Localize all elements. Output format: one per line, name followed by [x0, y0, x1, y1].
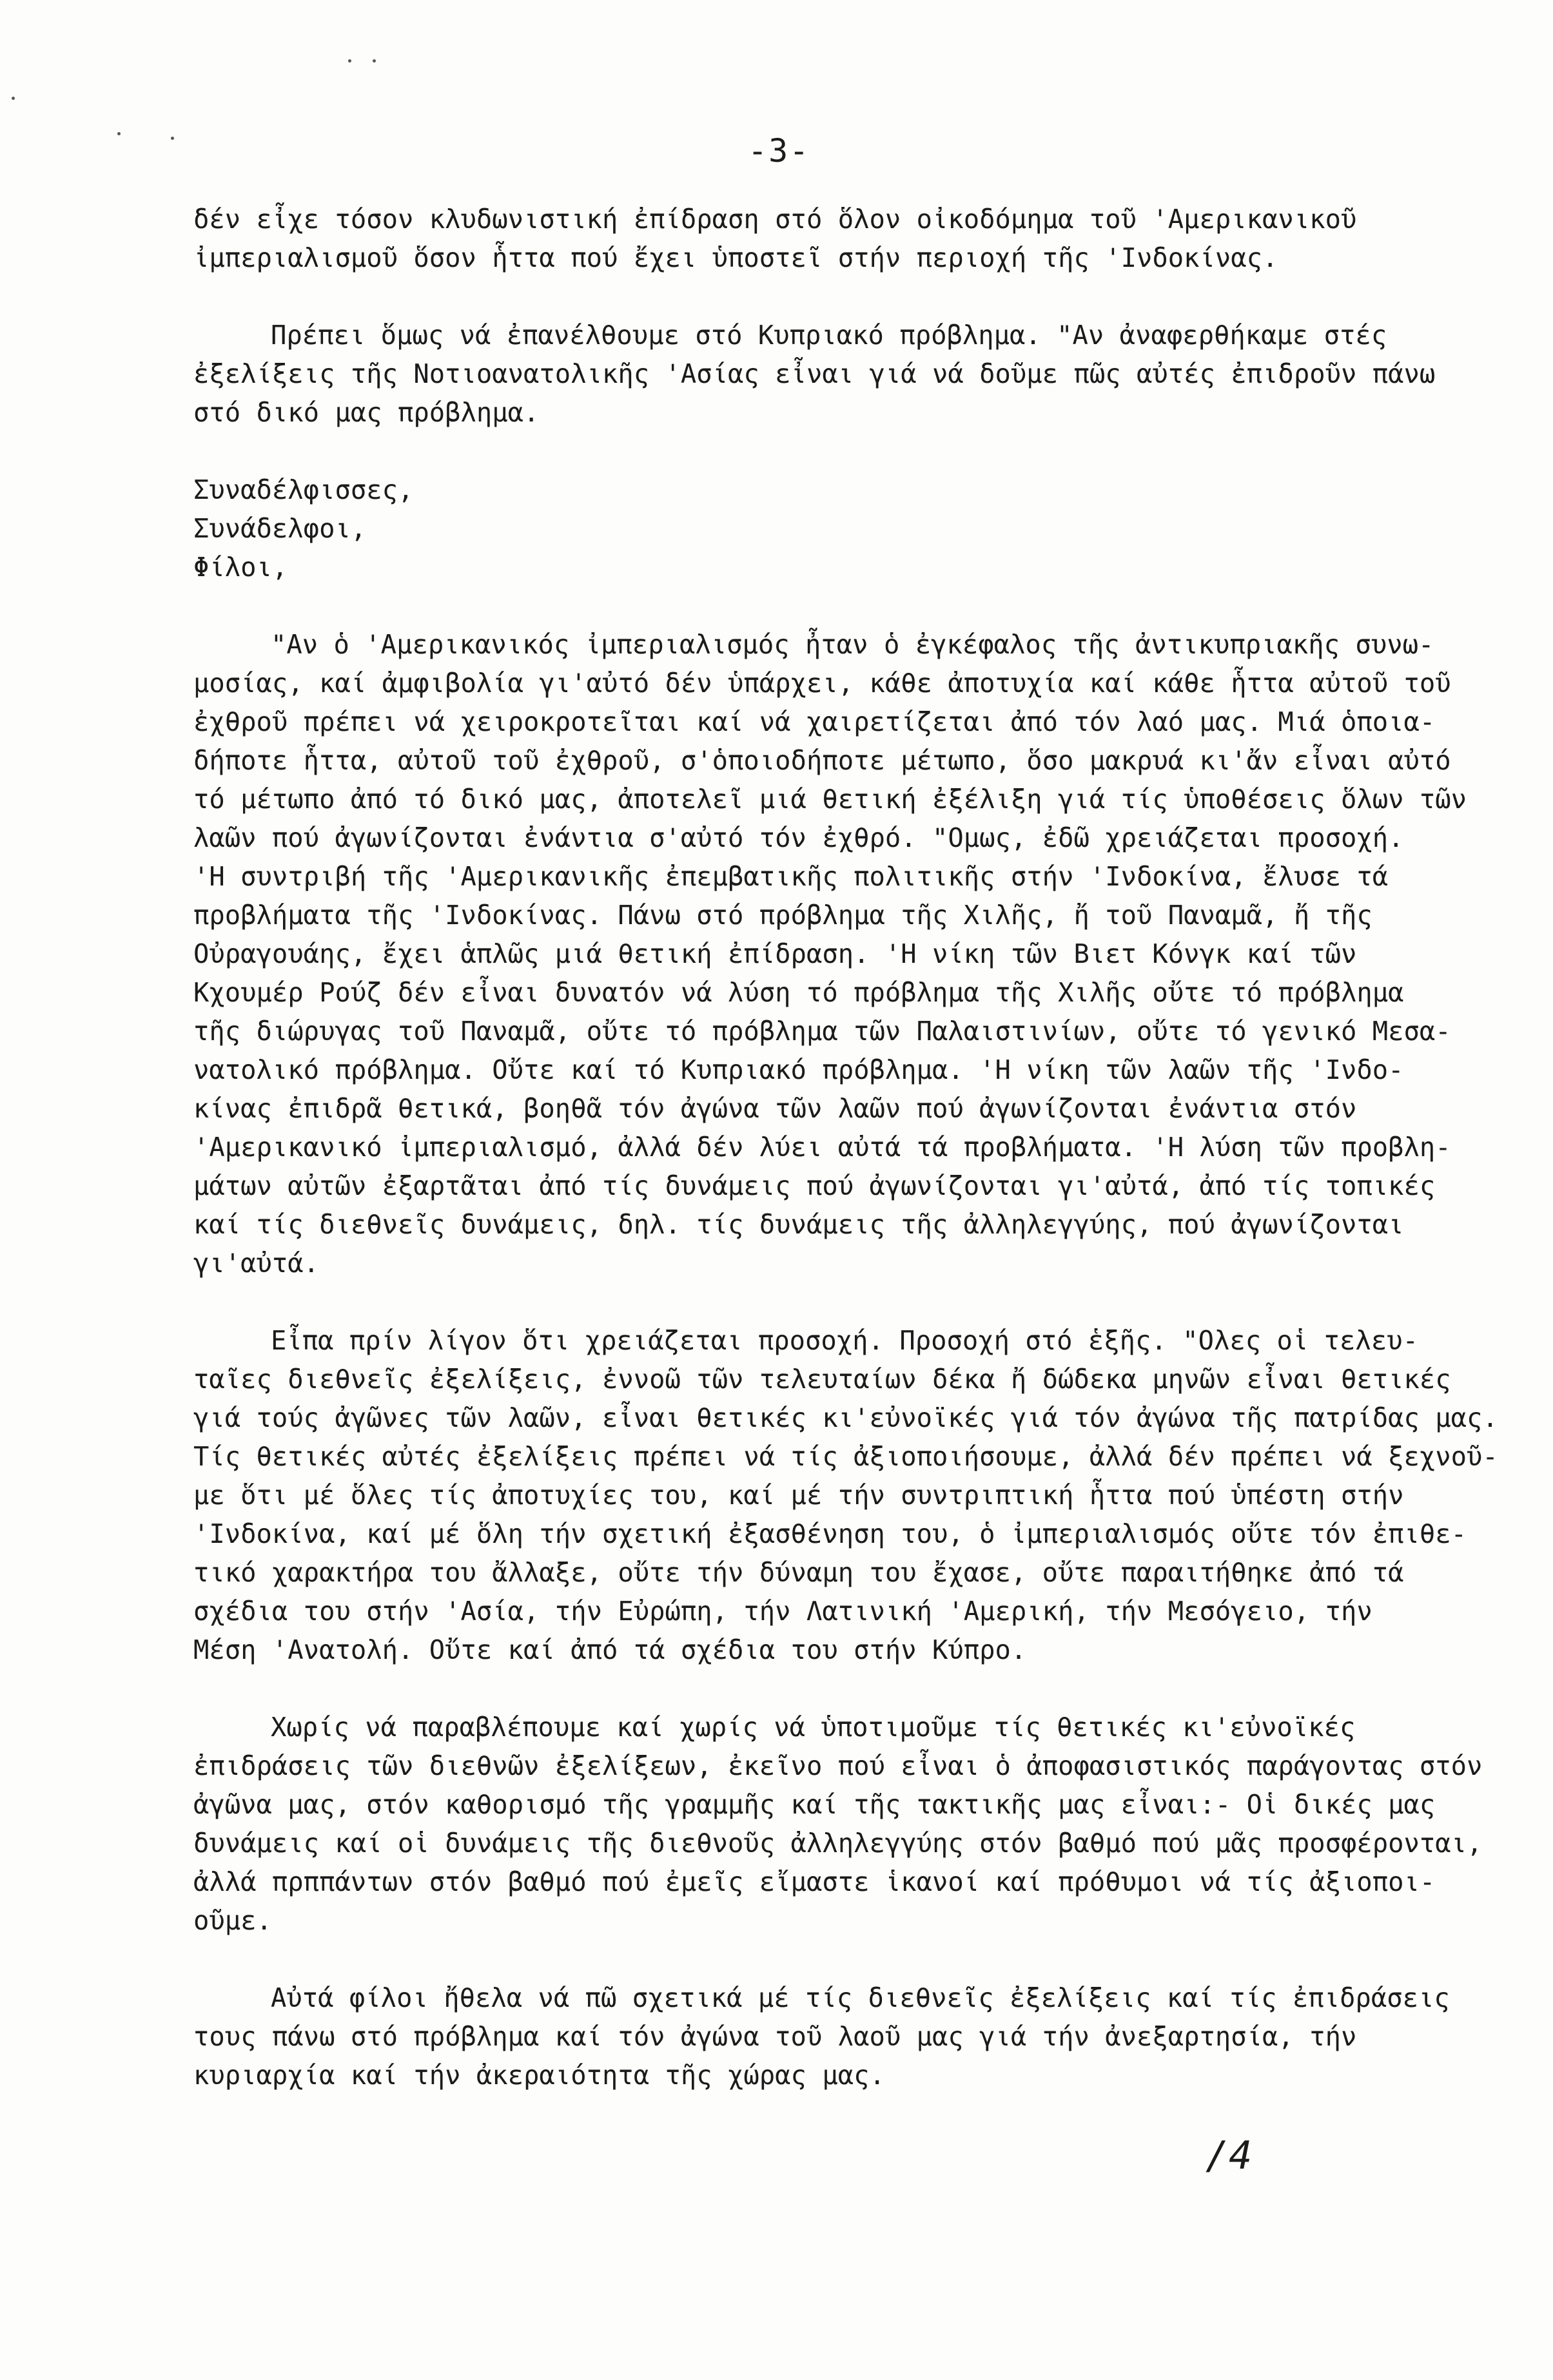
- text-line: ταῖες διεθνεῖς ἐξελίξεις, ἐννοῶ τῶν τελευταίων δέκα ἤ δώδεκα μηνῶν εἶναι θετικές: [193, 1364, 1451, 1395]
- text-line: τικό χαρακτήρα του ἄλλαξε, οὔτε τήν δύναμη του ἔχασε, οὔτε παραιτήθηκε ἀπό τά: [193, 1557, 1404, 1588]
- text-line: κυριαρχία καί τήν ἀκεραιότητα τῆς χώρας μας.: [193, 2060, 885, 2091]
- salutation: [193, 470, 1476, 586]
- text-line: στό δικό μας πρόβλημα.: [193, 397, 540, 428]
- salutation-line: Συνάδελφοι,: [193, 513, 367, 544]
- text-line: Χωρίς νά παραβλέπουμε καί χωρίς νά ὑποτιμοῦμε τίς θετικές κι'εὐνοϊκές: [271, 1712, 1356, 1743]
- text-line: 'Ινδοκίνα, καί μέ ὅλη τήν σχετική ἐξασθένηση του, ὁ ἰμπεριαλισμός οὔτε τόν ἐπιθε-: [193, 1518, 1467, 1549]
- text-line: δυνάμεις καί οἱ δυνάμεις τῆς διεθνοῦς ἀλληλεγγύης στόν βαθμό πού μᾶς προσφέρονται,: [193, 1828, 1483, 1859]
- salutation-line: Φίλοι,: [193, 552, 288, 583]
- text-line: ἀλλά πρππάντων στόν βαθμό πού ἐμεῖς εἴμαστε ἱκανοί καί πρόθυμοι νά τίς ἀξιοποι-: [193, 1866, 1436, 1897]
- text-line: νατολικό πρόβλημα. Οὔτε καί τό Κυπριακό πρόβλημα. 'Η νίκη τῶν λαῶν τῆς 'Ινδο-: [193, 1054, 1404, 1085]
- text-line: σχέδια του στήν 'Ασία, τήν Εὐρώπη, τήν Λατινική 'Αμερική, τήν Μεσόγειο, τήν: [193, 1596, 1372, 1627]
- paragraph-decisive-factor: [193, 1708, 1483, 1940]
- scan-speck: [348, 59, 351, 63]
- text-line: οῦμε.: [193, 1905, 272, 1936]
- text-line: Μέση 'Ανατολή. Οὔτε καί ἀπό τά σχέδια του στήν Κύπρο.: [193, 1634, 1027, 1665]
- text-line: δήποτε ἧττα, αὐτοῦ τοῦ ἐχθροῦ, σ'ὁποιοδήποτε μέτωπο, ὅσο μακρυά κι'ἄν εἶναι αὐτό: [193, 745, 1451, 776]
- text-line: κίνας ἐπιδρᾶ θετικά, βοηθᾶ τόν ἀγώνα τῶν λαῶν πού ἀγωνίζονται ἐνάντια στόν: [193, 1093, 1357, 1124]
- text-line: καί τίς διεθνεῖς δυνάμεις, δηλ. τίς δυνάμεις τῆς ἀλληλεγγύης, πού ἀγωνίζονται: [193, 1209, 1404, 1240]
- document-body: [193, 200, 1498, 2133]
- text-line: Αὐτά φίλοι ἤθελα νά πῶ σχετικά μέ τίς διεθνεῖς ἐξελίξεις καί τίς ἐπιδράσεις: [271, 1982, 1450, 2013]
- text-line: Οὐραγουάης, ἔχει ἁπλῶς μιά θετική ἐπίδραση. 'Η νίκη τῶν Βιετ Κόνγκ καί τῶν: [193, 938, 1357, 969]
- continuation-mark: /4: [1206, 2133, 1253, 2178]
- text-line: τό μέτωπο ἀπό τό δικό μας, ἀποτελεῖ μιά θετική ἐξέλιξη γιά τίς ὑποθέσεις ὅλων τῶν: [193, 784, 1467, 815]
- text-line: μοσίας, καί ἀμφιβολία γι'αὐτό δέν ὑπάρχει, κάθε ἀποτυχία καί κάθε ἧττα αὐτοῦ τοῦ: [193, 668, 1451, 699]
- text-line: Τίς θετικές αὐτές ἐξελίξεις πρέπει νά τίς ἀξιοποιήσουμε, ἀλλά δέν πρέπει νά ξεχνοῦ-: [193, 1441, 1498, 1472]
- scan-speck: [171, 137, 174, 140]
- scan-speck: [117, 132, 121, 135]
- text-line: Πρέπει ὅμως νά ἐπανέλθουμε στό Κυπριακό πρόβλημα. "Αν ἀναφερθήκαμε στές: [271, 320, 1387, 351]
- text-line: Κχουμέρ Ρούζ δέν εἶναι δυνατόν νά λύση τό πρόβλημα τῆς Χιλῆς οὔτε τό πρόβλημα: [193, 977, 1404, 1008]
- text-line: με ὅτι μέ ὅλες τίς ἀποτυχίες του, καί μέ τήν συντριπτική ἧττα πού ὑπέστη στήν: [193, 1480, 1404, 1511]
- text-line: γι'αὐτά.: [193, 1248, 320, 1279]
- scan-speck: [373, 59, 376, 63]
- text-line: δέν εἶχε τόσον κλυδωνιστική ἐπίδραση στό ὅλον οἰκοδόμημα τοῦ 'Αμερικανικοῦ: [193, 204, 1357, 235]
- text-line: τῆς διώρυγας τοῦ Παναμᾶ, οὔτε τό πρόβλημα τῶν Παλαιστινίων, οὔτε τό γενικό Μεσα-: [193, 1016, 1451, 1047]
- text-line: ἐξελίξεις τῆς Νοτιοανατολικῆς 'Ασίας εἶναι γιά νά δοῦμε πῶς αὐτές ἐπιδροῦν πάνω: [193, 358, 1436, 389]
- text-line: Εἶπα πρίν λίγον ὅτι χρειάζεται προσοχή. Προσοχή στό ἑξῆς. "Ολες οἱ τελευ-: [271, 1325, 1418, 1356]
- text-line: ἐχθροῦ πρέπει νά χειροκροτεῖται καί νά χαιρετίζεται ἀπό τόν λαό μας. Μιά ὁποια-: [193, 706, 1436, 737]
- salutation-line: Συναδέλφισσες,: [193, 474, 414, 505]
- text-line: τους πάνω στό πρόβλημα καί τόν ἀγώνα τοῦ λαοῦ μας γιά τήν ἀνεξαρτησία, τήν: [193, 2021, 1357, 2052]
- text-line: ἀγῶνα μας, στόν καθορισμό τῆς γραμμῆς καί τῆς τακτικῆς μας εἶναι:- Οἱ δικές μας: [193, 1789, 1436, 1820]
- paragraph-closing: [193, 1978, 1476, 2095]
- paragraph-caution: [193, 1321, 1498, 1669]
- text-line: λαῶν πού ἀγωνίζονται ἐνάντια σ'αὐτό τόν ἐχθρό. "Ομως, ἐδῶ χρειάζεται προσοχή.: [193, 822, 1404, 853]
- text-line: προβλήματα τῆς 'Ινδοκίνας. Πάνω στό πρόβλημα τῆς Χιλῆς, ἤ τοῦ Παναμᾶ, ἤ τῆς: [193, 900, 1372, 931]
- text-line: ἐπιδράσεις τῶν διεθνῶν ἐξελίξεων, ἐκεῖνο πού εἶναι ὁ ἀποφασιστικός παράγοντας στόν: [193, 1750, 1483, 1781]
- paragraph-continuation: [193, 200, 1476, 277]
- text-line: γιά τούς ἀγῶνες τῶν λαῶν, εἶναι θετικές κι'εὐνοϊκές γιά τόν ἀγώνα τῆς πατρίδας μας.: [193, 1402, 1498, 1433]
- text-line: μάτων αὐτῶν ἐξαρτᾶται ἀπό τίς δυνάμεις πού ἀγωνίζονται γι'αὐτά, ἀπό τίς τοπικές: [193, 1170, 1436, 1201]
- text-line: ἰμπεριαλισμοῦ ὅσον ἧττα πού ἔχει ὑποστεῖ στήν περιοχή τῆς 'Ινδοκίνας.: [193, 242, 1278, 273]
- page-number: -3-: [748, 132, 810, 169]
- paragraph-return-to-cyprus: [193, 316, 1476, 432]
- paragraph-american-imperialism: [193, 625, 1476, 1282]
- scan-speck: [12, 97, 15, 100]
- text-line: "Αν ὁ 'Αμερικανικός ἰμπεριαλισμός ἦταν ὁ ἐγκέφαλος τῆς ἀντικυπριακῆς συνω-: [271, 629, 1434, 660]
- text-line: 'Αμερικανικό ἰμπεριαλισμό, ἀλλά δέν λύει αὐτά τά προβλήματα. 'Η λύση τῶν προβλη-: [193, 1132, 1451, 1163]
- text-line: 'Η συντριβή τῆς 'Αμερικανικῆς ἐπεμβατικῆς πολιτικῆς στήν 'Ινδοκίνα, ἔλυσε τά: [193, 861, 1389, 892]
